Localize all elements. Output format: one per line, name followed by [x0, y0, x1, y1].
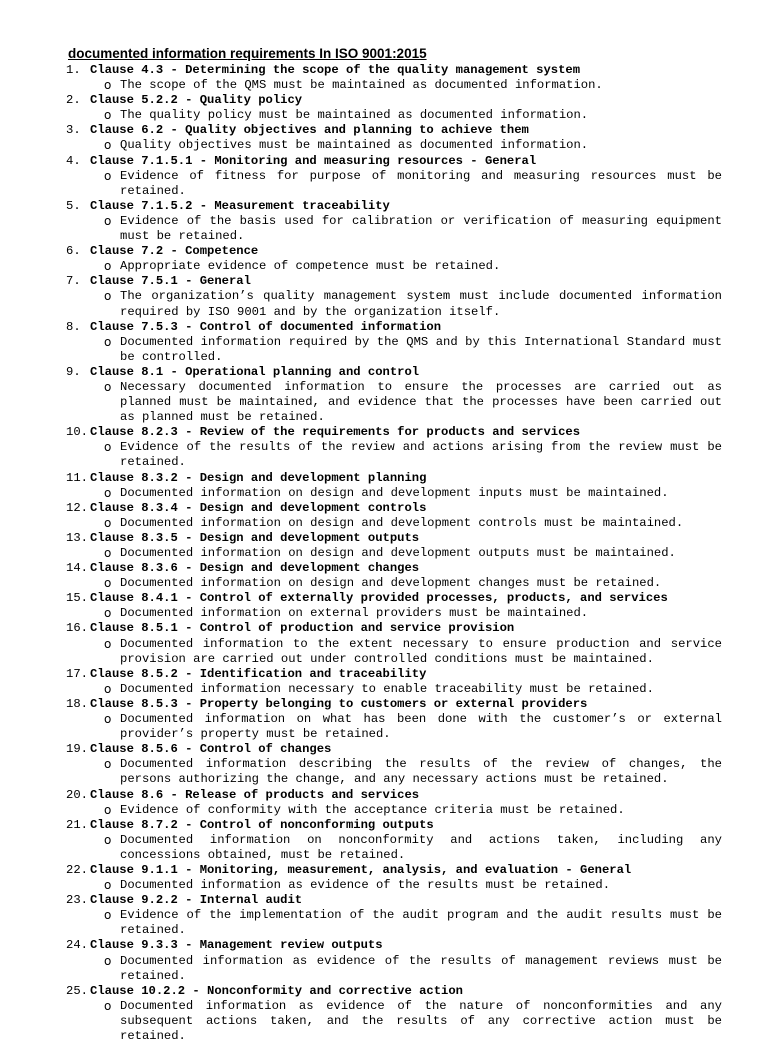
clause-heading: Clause 7.1.5.1 - Monitoring and measuring resources - General	[90, 153, 537, 168]
hollow-bullet-icon: o	[104, 636, 112, 651]
requirement-subitem	[104, 515, 722, 531]
requirement-subitem	[104, 802, 722, 818]
requirement-text: Evidence of fitness for purpose of monitoring and measuring resources must be retained.	[120, 168, 722, 198]
requirement-text: Necessary documented information to ensure the processes are carried out as planned must be maintained, and evidence that the processes have been carried out as planned must be retained.	[120, 379, 722, 425]
item-number: 19.	[66, 742, 88, 757]
list-item	[68, 893, 722, 938]
list-item	[68, 274, 722, 319]
list-item	[68, 697, 722, 742]
list-item	[68, 365, 722, 425]
hollow-bullet-icon: o	[104, 485, 112, 500]
requirement-text: Documented information on nonconformity and actions taken, including any concessions obtained, must be retained.	[120, 832, 722, 862]
list-item	[68, 154, 722, 199]
list-item	[68, 667, 722, 697]
item-number: 4.	[66, 153, 81, 168]
clause-heading: Clause 8.6 - Release of products and services	[90, 787, 420, 802]
clause-heading: Clause 10.2.2 - Nonconformity and corrective action	[90, 983, 463, 998]
requirement-text: Documented information describing the results of the review of changes, the persons authorizing the change, and any necessary actions must be retained.	[120, 757, 722, 787]
requirement-subitem	[104, 440, 722, 470]
list-item	[68, 425, 722, 470]
item-number: 17.	[66, 666, 88, 681]
item-number: 23.	[66, 893, 88, 908]
list-item	[68, 320, 722, 365]
requirement-text: Documented information as evidence of the nature of nonconformities and any subsequent actions taken, and the results of any corrective action must be retained.	[120, 998, 722, 1043]
requirement-text: Documented information necessary to enable traceability must be retained.	[120, 681, 654, 696]
requirement-subitem	[104, 546, 722, 561]
clause-heading: Clause 9.2.2 - Internal audit	[90, 893, 303, 908]
list-item	[68, 501, 722, 531]
item-number: 6.	[66, 244, 81, 259]
requirement-subitem	[104, 259, 722, 274]
hollow-bullet-icon: o	[104, 606, 112, 621]
requirement-subitem	[104, 606, 722, 621]
list-item	[68, 742, 722, 787]
requirement-subitem	[104, 757, 722, 787]
clause-heading: Clause 8.4.1 - Control of externally provided processes, products, and services	[90, 591, 668, 606]
clause-heading: Clause 8.3.2 - Design and development planning	[90, 470, 427, 485]
clause-heading: Clause 8.2.3 - Review of the requirements for products and services	[90, 425, 581, 440]
requirement-text: Documented information on design and development controls must be maintained.	[120, 515, 684, 530]
list-item	[68, 863, 722, 893]
item-number: 3.	[66, 123, 81, 138]
requirement-subitem	[104, 681, 722, 697]
hollow-bullet-icon: o	[104, 681, 112, 696]
list-item	[68, 788, 722, 818]
item-number: 18.	[66, 696, 88, 711]
clause-heading: Clause 4.3 - Determining the scope of the quality management system	[90, 63, 581, 77]
list-item	[68, 123, 722, 153]
requirement-text: Documented information as evidence of the results must be retained.	[120, 878, 611, 893]
hollow-bullet-icon: o	[104, 878, 112, 893]
requirement-text: Documented information on what has been done with the customer’s or external provider’s property must be retained.	[120, 712, 722, 742]
list-item	[68, 531, 722, 561]
item-number: 2.	[66, 93, 81, 108]
hollow-bullet-icon: o	[104, 515, 112, 530]
hollow-bullet-icon: o	[104, 259, 112, 274]
clause-heading: Clause 8.3.5 - Design and development outputs	[90, 530, 420, 545]
hollow-bullet-icon: o	[104, 757, 112, 772]
list-item	[68, 818, 722, 863]
hollow-bullet-icon: o	[104, 168, 112, 183]
item-number: 13.	[66, 530, 88, 545]
hollow-bullet-icon: o	[104, 712, 112, 727]
requirement-subitem	[104, 998, 722, 1044]
requirement-subitem	[104, 138, 722, 153]
list-item	[68, 93, 722, 123]
item-number: 16.	[66, 621, 88, 636]
item-number: 15.	[66, 591, 88, 606]
requirement-subitem	[104, 485, 722, 501]
hollow-bullet-icon: o	[104, 379, 112, 394]
hollow-bullet-icon: o	[104, 998, 112, 1013]
item-number: 12.	[66, 500, 88, 515]
item-number: 20.	[66, 787, 88, 802]
hollow-bullet-icon: o	[104, 78, 112, 93]
clause-heading: Clause 7.2 - Competence	[90, 244, 259, 259]
hollow-bullet-icon: o	[104, 546, 112, 560]
list-item	[68, 63, 722, 93]
requirement-text: Evidence of the results of the review and actions arising from the review must be retained.	[120, 440, 722, 470]
hollow-bullet-icon: o	[104, 576, 112, 591]
item-number: 11.	[66, 470, 88, 485]
clause-heading: Clause 9.1.1 - Monitoring, measurement, analysis, and evaluation - General	[90, 862, 632, 877]
requirement-text: Quality objectives must be maintained as documented information.	[120, 138, 589, 153]
requirement-text: Documented information on design and development changes must be retained.	[120, 576, 662, 591]
requirement-subitem	[104, 878, 722, 893]
requirement-subitem	[104, 712, 722, 742]
clause-heading: Clause 7.1.5.2 - Measurement traceability	[90, 198, 390, 213]
requirement-text: Documented information to the extent necessary to ensure production and service provision are carried out under controlled conditions must be maintained.	[120, 636, 722, 666]
document-title: documented information requirements In ISO 9001:2015	[68, 46, 427, 61]
item-number: 25.	[66, 983, 88, 998]
clause-heading: Clause 8.3.4 - Design and development controls	[90, 500, 427, 515]
requirement-subitem	[104, 334, 722, 365]
requirement-text: The organization’s quality management system must include documented information required by ISO 9001 and by the organization itself.	[120, 289, 722, 319]
hollow-bullet-icon: o	[104, 138, 112, 153]
requirement-text: Appropriate evidence of competence must be retained.	[120, 259, 501, 274]
clause-heading: Clause 7.5.3 - Control of documented information	[90, 319, 442, 334]
item-number: 24.	[66, 938, 88, 953]
item-number: 22.	[66, 862, 88, 877]
clause-heading: Clause 6.2 - Quality objectives and planning to achieve them	[90, 123, 529, 138]
hollow-bullet-icon: o	[104, 440, 112, 455]
clause-heading: Clause 8.1 - Operational planning and control	[90, 364, 420, 379]
hollow-bullet-icon: o	[104, 213, 112, 228]
requirement-subitem	[104, 908, 722, 938]
list-item	[68, 471, 722, 501]
list-item	[68, 244, 722, 274]
item-number: 1.	[66, 63, 81, 77]
requirement-subitem	[104, 108, 722, 123]
hollow-bullet-icon: o	[104, 334, 112, 349]
list-item	[68, 621, 722, 666]
requirement-subitem	[104, 636, 722, 667]
clause-heading: Clause 9.3.3 - Management review outputs	[90, 938, 383, 953]
requirement-subitem	[104, 379, 722, 425]
item-number: 5.	[66, 198, 81, 213]
list-item	[68, 984, 722, 1044]
requirement-text: Documented information as evidence of the results of management reviews must be retained.	[120, 953, 722, 983]
clause-list	[68, 63, 722, 1044]
list-item	[68, 561, 722, 591]
clause-heading: Clause 8.5.3 - Property belonging to customers or external providers	[90, 696, 588, 711]
item-number: 8.	[66, 319, 81, 334]
hollow-bullet-icon: o	[104, 832, 112, 847]
item-number: 14.	[66, 561, 88, 576]
requirement-subitem	[104, 213, 722, 244]
clause-heading: Clause 8.7.2 - Control of nonconforming outputs	[90, 817, 434, 832]
item-number: 7.	[66, 274, 81, 289]
item-number: 10.	[66, 425, 88, 440]
clause-heading: Clause 8.5.6 - Control of changes	[90, 742, 332, 757]
hollow-bullet-icon: o	[104, 908, 112, 923]
hollow-bullet-icon: o	[104, 802, 112, 817]
clause-heading: Clause 8.5.1 - Control of production and service provision	[90, 621, 515, 636]
list-item	[68, 591, 722, 621]
requirement-text: Documented information on design and development inputs must be maintained.	[120, 485, 669, 500]
hollow-bullet-icon: o	[104, 108, 112, 123]
requirement-text: Documented information required by the QMS and by this International Standard must be controlled.	[120, 334, 722, 364]
hollow-bullet-icon: o	[104, 289, 112, 304]
requirement-text: Evidence of conformity with the acceptance criteria must be retained.	[120, 802, 625, 817]
list-item	[68, 938, 722, 983]
clause-heading: Clause 7.5.1 - General	[90, 274, 251, 289]
hollow-bullet-icon: o	[104, 953, 112, 968]
clause-heading: Clause 8.5.2 - Identification and traceability	[90, 666, 427, 681]
item-number: 9.	[66, 364, 81, 379]
requirement-subitem	[104, 78, 722, 93]
requirement-text: The quality policy must be maintained as documented information.	[120, 108, 589, 123]
list-item	[68, 199, 722, 244]
requirement-text: Evidence of the implementation of the audit program and the audit results must be retained.	[120, 908, 722, 938]
clause-heading: Clause 5.2.2 - Quality policy	[90, 93, 303, 108]
item-number: 21.	[66, 817, 88, 832]
requirement-text: Evidence of the basis used for calibration or verification of measuring equipment must be retained.	[120, 213, 722, 244]
clause-heading: Clause 8.3.6 - Design and development changes	[90, 561, 420, 576]
requirement-subitem	[104, 832, 722, 863]
requirement-text: Documented information on external providers must be maintained.	[120, 606, 589, 621]
requirement-text: The scope of the QMS must be maintained as documented information.	[120, 78, 603, 93]
requirement-subitem	[104, 168, 722, 199]
requirement-subitem	[104, 576, 722, 591]
requirement-subitem	[104, 953, 722, 984]
requirement-text: Documented information on design and development outputs must be maintained.	[120, 546, 676, 560]
requirement-subitem	[104, 289, 722, 319]
